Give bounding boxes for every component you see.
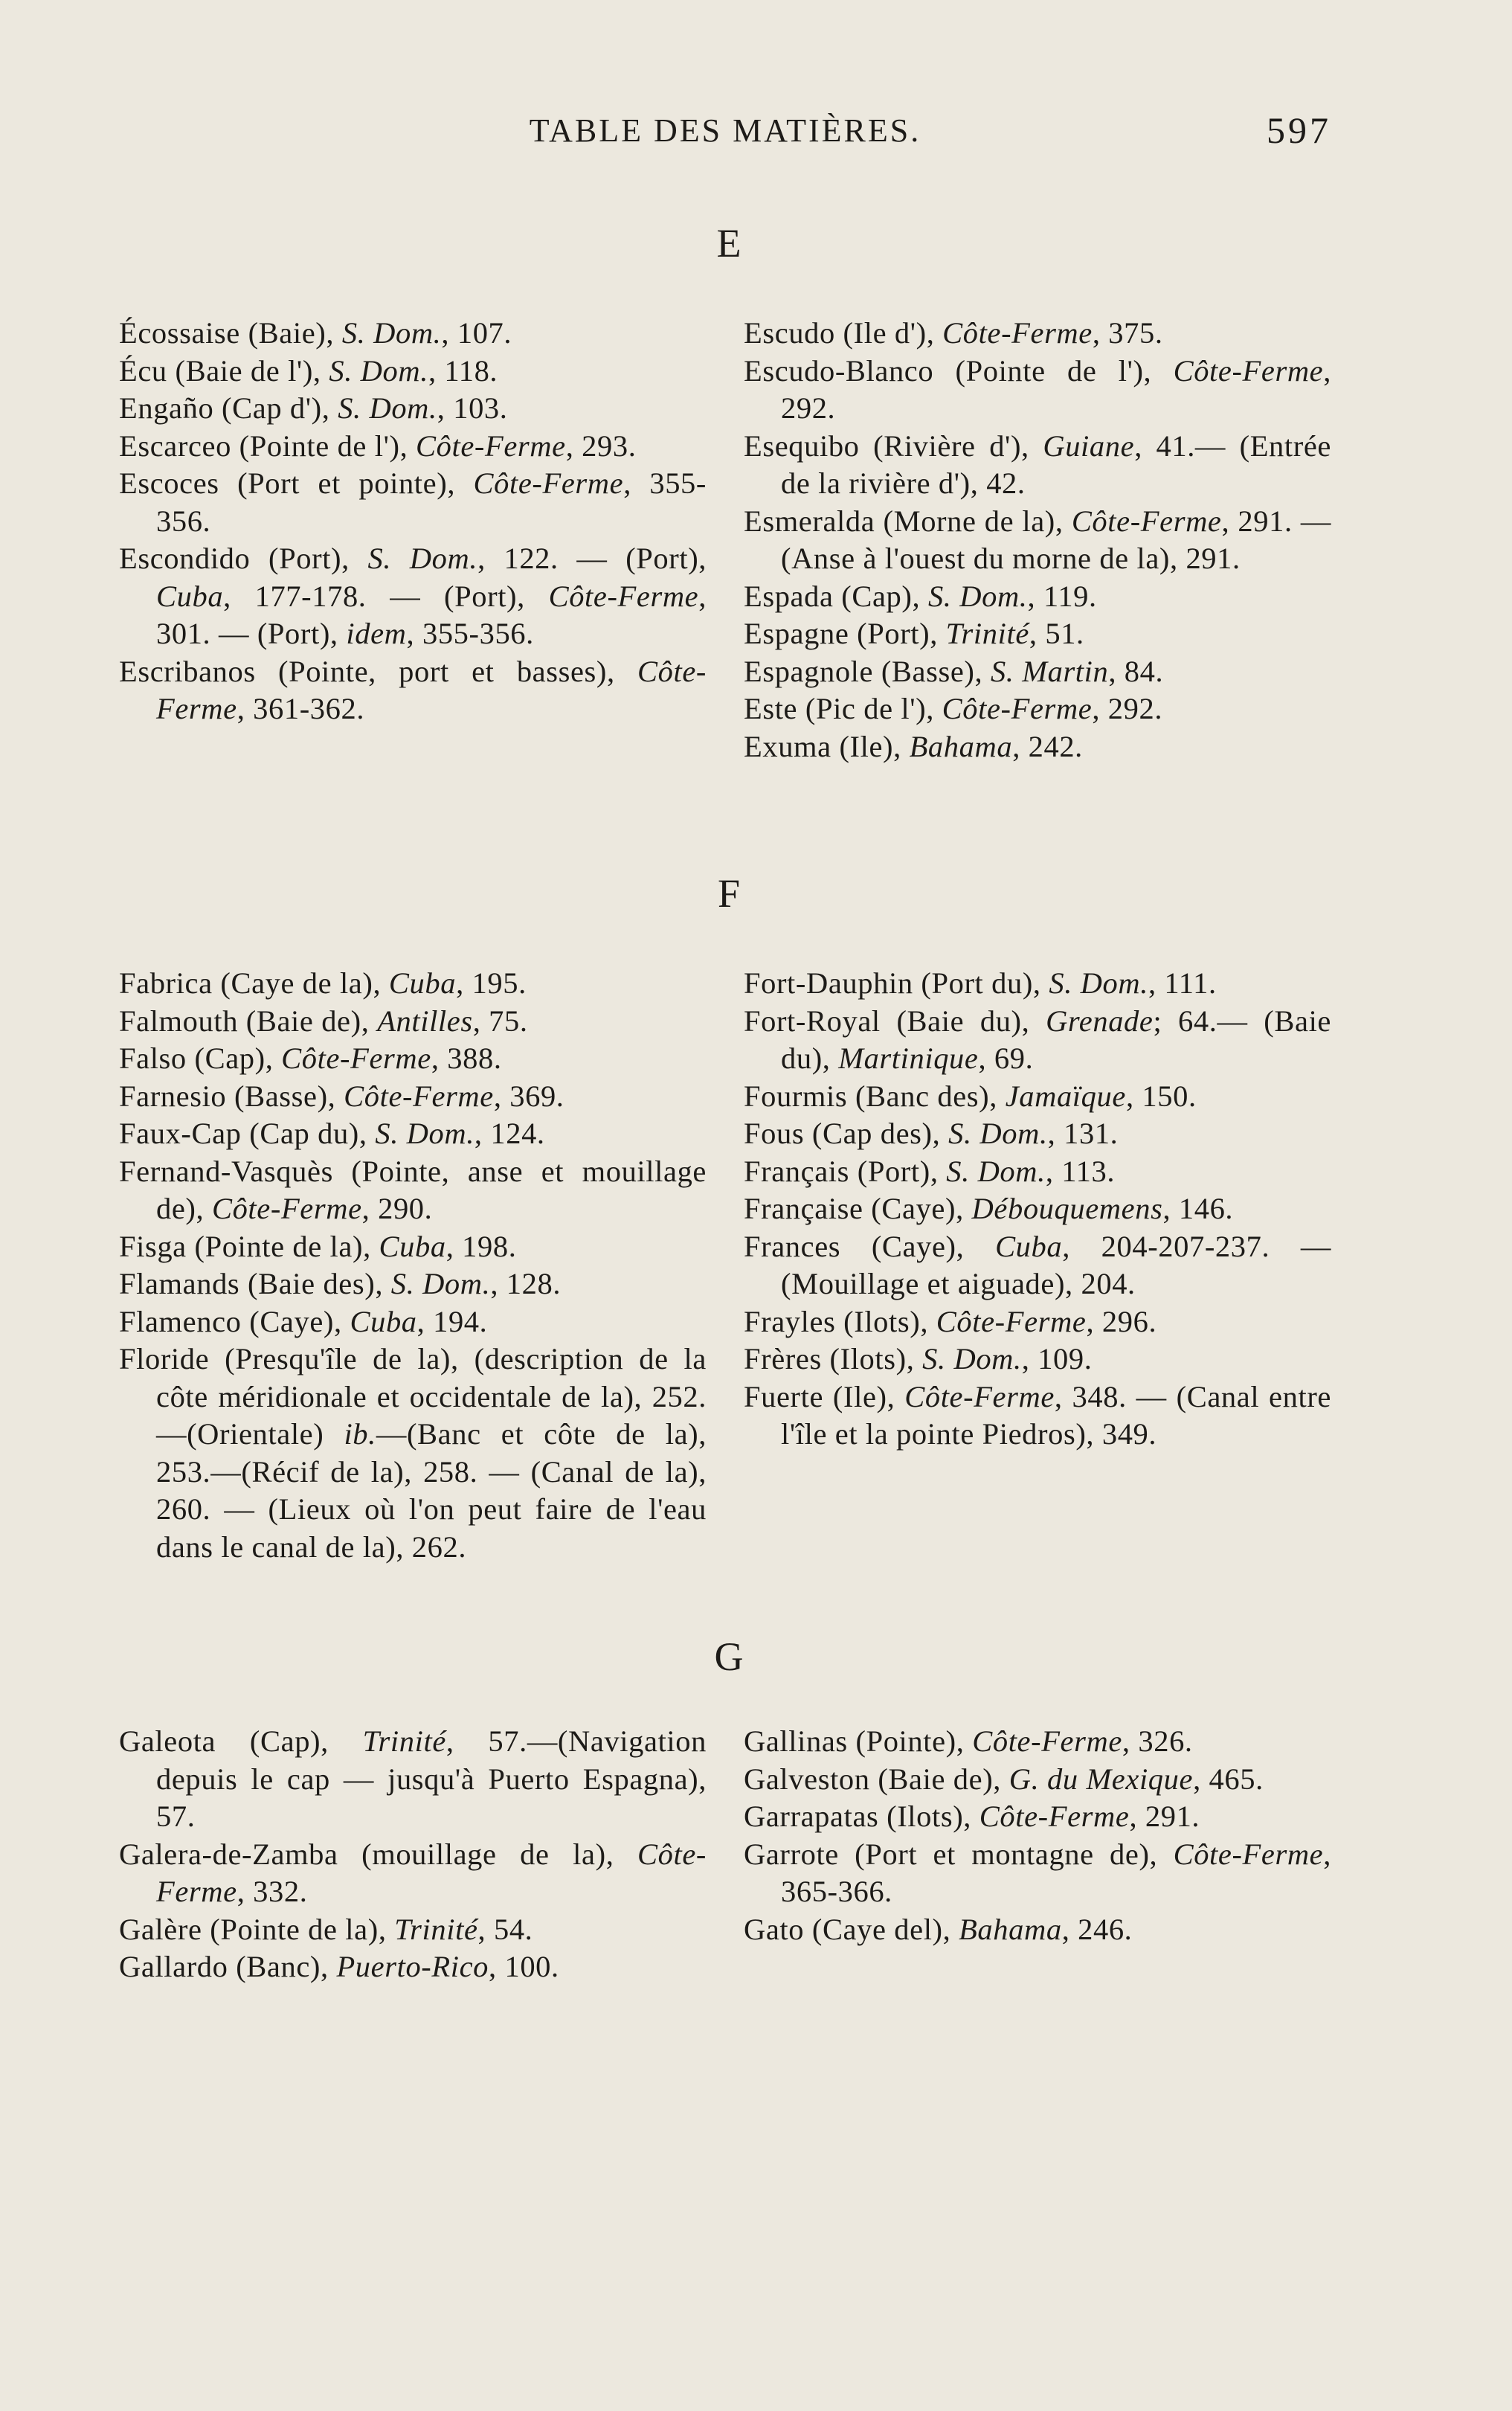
- index-entry: Espagnole (Basse), S. Martin, 84.: [744, 654, 1164, 688]
- index-entry: Flamands (Baie des), S. Dom., 128.: [119, 1267, 562, 1300]
- index-entry: Espagne (Port), Trinité, 51.: [744, 617, 1084, 650]
- index-entry: Fourmis (Banc des), Jamaïque, 150.: [744, 1079, 1197, 1113]
- index-entry: Fous (Cap des), S. Dom., 131.: [744, 1117, 1119, 1150]
- running-title: TABLE DES MATIÈRES.: [529, 112, 921, 149]
- section-letter-e: E: [716, 221, 741, 266]
- index-entry: Frances (Caye), Cuba, 204-207-237. —(Mouillage et aiguade), 204.: [744, 1229, 1331, 1300]
- index-entry: Gallardo (Banc), Puerto-Rico, 100.: [119, 1950, 559, 1983]
- index-entry: Galera-de-Zamba (mouillage de la), Côte-Ferme, 332.: [119, 1837, 707, 1908]
- index-entry: Esequibo (Rivière d'), Guiane, 41.— (Entrée de la rivière d'), 42.: [744, 428, 1331, 500]
- section-g-left-column: [119, 1723, 707, 1986]
- index-entry: Falso (Cap), Côte-Ferme, 388.: [119, 1041, 502, 1075]
- index-entry: Galère (Pointe de la), Trinité, 54.: [119, 1912, 533, 1946]
- index-entry: Garrapatas (Ilots), Côte-Ferme, 291.: [744, 1800, 1200, 1833]
- index-entry: Escudo-Blanco (Pointe de l'), Côte-Ferme, 292.: [744, 353, 1331, 425]
- index-entry: Escondido (Port), S. Dom., 122. — (Port), Cuba, 177-178. — (Port), Côte-Ferme, 301. — (Port), idem, 355-356.: [119, 542, 707, 650]
- index-entry: Exuma (Ile), Bahama, 242.: [744, 729, 1083, 763]
- index-entry: Fort-Royal (Baie du), Grenade; 64.— (Baie du), Martinique, 69.: [744, 1004, 1331, 1075]
- index-entry: Floride (Presqu'île de la), (description de la côte méridionale et occidentale de la), 252.—(Orientale) ib.—(Banc et côte de la), 253.—(Récif de la), 258. — (Canal de la), 260. — (Lieux où l'on peut faire de l'eau dans le canal de la), 262.: [119, 1342, 707, 1564]
- section-letter-g: G: [714, 1634, 744, 1679]
- index-entry: Farnesio (Basse), Côte-Ferme, 369.: [119, 1079, 564, 1113]
- index-entry: Fisga (Pointe de la), Cuba, 198.: [119, 1229, 517, 1263]
- index-entry: Garrote (Port et montagne de), Côte-Ferme, 365-366.: [744, 1837, 1331, 1908]
- index-entry: Fabrica (Caye de la), Cuba, 195.: [119, 966, 527, 1000]
- index-entry: Gato (Caye del), Bahama, 246.: [744, 1912, 1133, 1946]
- index-entry: Gallinas (Pointe), Côte-Ferme, 326.: [744, 1724, 1193, 1758]
- section-f-right-column: [744, 965, 1331, 1454]
- index-entry: Fuerte (Ile), Côte-Ferme, 348. — (Canal entre l'île et la pointe Piedros), 349.: [744, 1379, 1331, 1451]
- index-entry: Française (Caye), Débouquemens, 146.: [744, 1192, 1234, 1225]
- index-entry: Fort-Dauphin (Port du), S. Dom., 111.: [744, 966, 1217, 1000]
- index-entry: Galeota (Cap), Trinité, 57.—(Navigation depuis le cap — jusqu'à Puerto Espagna), 57.: [119, 1724, 707, 1833]
- running-head: [119, 109, 1331, 164]
- index-entry: Espada (Cap), S. Dom., 119.: [744, 579, 1097, 613]
- index-entry: Faux-Cap (Cap du), S. Dom., 124.: [119, 1117, 545, 1150]
- section-letter-f: F: [717, 871, 741, 916]
- index-entry: Escarceo (Pointe de l'), Côte-Ferme, 293.: [119, 428, 637, 463]
- index-entry: Frayles (Ilots), Côte-Ferme, 296.: [744, 1304, 1157, 1338]
- index-entry: Flamenco (Caye), Cuba, 194.: [119, 1304, 488, 1338]
- index-entry: Escribanos (Pointe, port et basses), Côte-Ferme, 361-362.: [119, 654, 707, 725]
- index-entry: Écossaise (Baie), S. Dom., 107.: [119, 316, 512, 350]
- section-e-left-column: [119, 315, 707, 728]
- section-e-right-column: [744, 315, 1331, 765]
- index-entry: Frères (Ilots), S. Dom., 109.: [744, 1342, 1093, 1375]
- section-g-right-column: [744, 1723, 1331, 1948]
- index-entry: Engaño (Cap d'), S. Dom., 103.: [119, 391, 508, 425]
- index-entry: Fernand-Vasquès (Pointe, anse et mouillage de), Côte-Ferme, 290.: [119, 1154, 707, 1225]
- index-entry: Écu (Baie de l'), S. Dom., 118.: [119, 353, 498, 388]
- index-entry: Este (Pic de l'), Côte-Ferme, 292.: [744, 692, 1163, 725]
- index-entry: Escudo (Ile d'), Côte-Ferme, 375.: [744, 316, 1163, 350]
- index-entry: Galveston (Baie de), G. du Mexique, 465.: [744, 1762, 1264, 1796]
- page-number: 597: [1267, 109, 1331, 151]
- index-entry: Falmouth (Baie de), Antilles, 75.: [119, 1004, 528, 1038]
- index-entry: Français (Port), S. Dom., 113.: [744, 1154, 1116, 1188]
- index-entry: Escoces (Port et pointe), Côte-Ferme, 355-356.: [119, 466, 707, 538]
- section-f-left-column: [119, 965, 707, 1566]
- index-entry: Esmeralda (Morne de la), Côte-Ferme, 291. — (Anse à l'ouest du morne de la), 291.: [744, 504, 1331, 575]
